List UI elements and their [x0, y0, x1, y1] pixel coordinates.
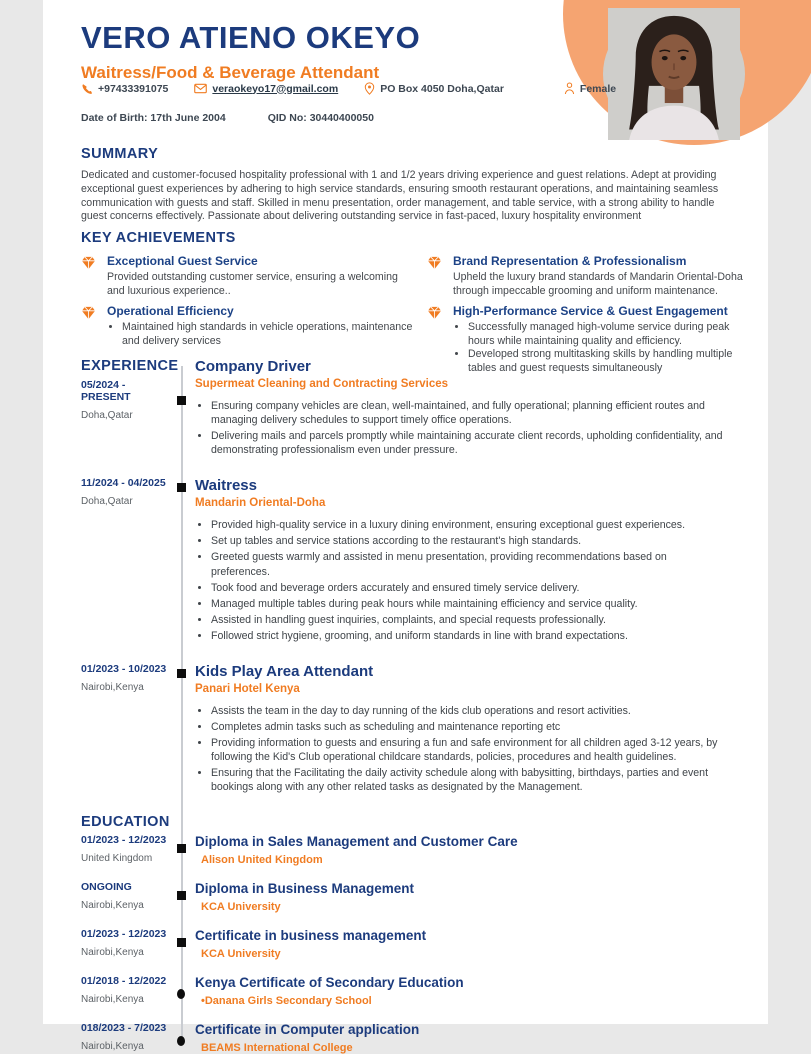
job-bullet: • Ensuring that the Facilitating the daily activity schedule along with babysitting, birthdays, parties and event bookings along with any other related tasks as designated by the Management. [211, 766, 726, 794]
timeline-marker [177, 1036, 185, 1046]
achievement-title: Exceptional Guest Service [107, 254, 258, 268]
education-entry [43, 1022, 768, 1054]
person-icon [564, 82, 575, 95]
edu-location: United Kingdom [81, 853, 153, 865]
email-icon [194, 83, 207, 94]
job-title: Company Driver [195, 358, 311, 375]
job-dates: 01/2023 - 10/2023 [81, 662, 167, 675]
timeline-marker [177, 483, 186, 492]
job-company: Supermeat Cleaning and Contracting Services [195, 378, 449, 390]
job-bullet: • Greeted guests warmly and assisted in menu presentation, providing recommendations based on preferences. [211, 550, 726, 578]
person-name: VERO ATIENO OKEYO [81, 20, 421, 55]
job-bullet: • Providing information to guests and ensuring a fun and safe environment for all children aged 3-12 years, by following the Kid's Club operational childcare standards, policies, procedures and health guidelines. [211, 736, 726, 764]
job-bullet: • Ensuring company vehicles are clean, well-maintained, and fully operational; planning efficient routes and managing delivery schedules to support timely office operations. [211, 399, 726, 427]
avatar-illustration [603, 8, 745, 140]
achievements-heading: KEY ACHIEVEMENTS [81, 230, 236, 246]
achievement-bullet: • Developed strong multitasking skills by handling multiple tables and guest requests simultaneously [468, 348, 746, 375]
job-location: Doha,Qatar [81, 496, 133, 508]
job-bullet: • Managed multiple tables during peak hours while maintaining efficiency and service quality. [211, 597, 726, 611]
job-location: Doha,Qatar [81, 410, 133, 421]
contact-row [81, 82, 617, 95]
education-entry [43, 975, 768, 1007]
experience-heading: EXPERIENCE [81, 358, 179, 374]
job-bullet: • Assists the team in the day to day running of the kids club operations and resort activities. [211, 704, 726, 718]
phone-contact [81, 83, 168, 95]
timeline-marker [177, 938, 186, 947]
edu-degree: Kenya Certificate of Secondary Education [195, 975, 464, 991]
gem-icon [427, 254, 445, 298]
job-dates: 05/2024 - PRESENT [81, 379, 131, 403]
gem-icon [81, 304, 99, 348]
timeline-marker [177, 669, 186, 678]
edu-dates: 01/2023 - 12/2023 [81, 834, 167, 847]
edu-degree: Diploma in Business Management [195, 881, 415, 897]
profile-photo [603, 8, 745, 140]
achievement-item [81, 304, 417, 348]
experience-entry [43, 663, 768, 796]
achievement-title: High-Performance Service & Guest Engagement [453, 304, 728, 319]
location-pin-icon [364, 82, 375, 95]
personal-details-row [81, 112, 374, 124]
education-heading: EDUCATION [81, 814, 170, 831]
timeline-marker [177, 396, 186, 405]
achievement-title: Brand Representation & Professionalism [453, 254, 687, 268]
edu-degree: Certificate in Computer application [195, 1022, 420, 1038]
summary-section [81, 146, 736, 224]
summary-heading: SUMMARY [81, 146, 159, 162]
job-bullet: • Delivering mails and parcels promptly while maintaining accurate client records, upholding confidentiality, and demonstrating professionalism even under pressure. [211, 429, 726, 457]
achievement-bullet: • Maintained high standards in vehicle operations, maintenance and delivery services [122, 321, 417, 348]
education-entry [43, 834, 768, 866]
email-link[interactable]: veraokeyo17@gmail.com [212, 82, 339, 95]
phone-icon [81, 83, 93, 95]
edu-dates: 018/2023 - 7/2023 [81, 1022, 167, 1035]
summary-text: Dedicated and customer-focused hospitality professional with 1 and 1/2 years driving experience and guest relations. Adept at providing exceptional guest experiences by adhering to high service standards, ensuring smooth restaurant operations, and maintaining seamless communication with guests and staff. Skilled in menu presentation, order management, and table service, with a strong ability to handle guest concerns effectively. Passionate about delivering outstanding service in fast-paced, luxury hospitality environment [81, 169, 719, 223]
job-company: Mandarin Oriental-Doha [195, 497, 326, 510]
edu-school: Alison United Kingdom [201, 854, 323, 867]
job-title: Kids Play Area Attendant [195, 662, 374, 680]
gem-icon [81, 254, 99, 298]
achievement-item [81, 254, 417, 298]
timeline-marker [177, 891, 186, 900]
job-bullet: • Assisted in handling guest inquiries, complaints, and special requests professionally. [211, 613, 726, 627]
edu-location: Nairobi,Kenya [81, 994, 144, 1006]
edu-degree: Diploma in Sales Management and Customer Care [195, 834, 518, 850]
gender-text: Female [579, 82, 617, 95]
edu-degree: Certificate in business management [195, 928, 427, 944]
achievement-item [427, 254, 746, 298]
education-entry [43, 928, 768, 960]
edu-dates: 01/2018 - 12/2022 [81, 975, 167, 988]
job-role-subtitle: Waitress/Food & Beverage Attendant [81, 63, 380, 82]
education-entry [43, 881, 768, 913]
address-contact [364, 82, 504, 95]
edu-school: KCA University [201, 948, 281, 961]
edu-dates: ONGOING [81, 881, 132, 894]
job-company: Panari Hotel Kenya [195, 682, 300, 695]
resume-page [43, 0, 768, 1054]
address-text: PO Box 4050 Doha,Qatar [380, 82, 504, 95]
timeline-marker [177, 989, 185, 999]
gender-contact [564, 82, 616, 95]
achievement-text: Upheld the luxury brand standards of Mandarin Oriental-Doha through impeccable grooming and uniform maintenance. [453, 271, 743, 297]
email-contact [194, 83, 338, 95]
achievement-title: Operational Efficiency [107, 304, 234, 319]
edu-school: BEAMS International College [201, 1042, 353, 1054]
date-of-birth: Date of Birth: 17th June 2004 [81, 112, 226, 124]
edu-dates: 01/2023 - 12/2023 [81, 928, 167, 941]
achievement-text: Provided outstanding customer service, ensuring a welcoming and luxurious experience.. [107, 271, 398, 297]
achievement-bullet: • Successfully managed high-volume service during peak hours while maintaining quality and efficiency. [468, 321, 746, 348]
edu-location: Nairobi,Kenya [81, 900, 144, 912]
job-bullet: • Set up tables and service stations according to the restaurant's high standards. [211, 534, 726, 548]
timeline-area [43, 358, 768, 1054]
edu-location: Nairobi,Kenya [81, 1041, 144, 1053]
job-location: Nairobi,Kenya [81, 681, 144, 693]
edu-location: Nairobi,Kenya [81, 947, 144, 959]
job-bullet: • Provided high-quality service in a luxury dining environment, ensuring exceptional guest experiences. [211, 518, 726, 532]
job-bullet: • Followed strict hygiene, grooming, and uniform standards in line with brand expectations. [211, 629, 726, 643]
phone-number: +97433391075 [98, 82, 169, 95]
job-dates: 11/2024 - 04/2025 [81, 477, 166, 490]
edu-school: KCA University [201, 901, 281, 914]
experience-entry [43, 477, 768, 645]
job-title: Waitress [195, 477, 257, 495]
timeline-marker [177, 844, 186, 853]
job-bullet: • Took food and beverage orders accurately and ensured timely service delivery. [211, 581, 726, 595]
job-bullet: • Completes admin tasks such as scheduling and maintenance reporting etc [211, 720, 726, 734]
edu-school: •Danana Girls Secondary School [201, 995, 372, 1008]
qid-number: QID No: 30440400050 [267, 112, 374, 124]
experience-entry [43, 358, 768, 459]
